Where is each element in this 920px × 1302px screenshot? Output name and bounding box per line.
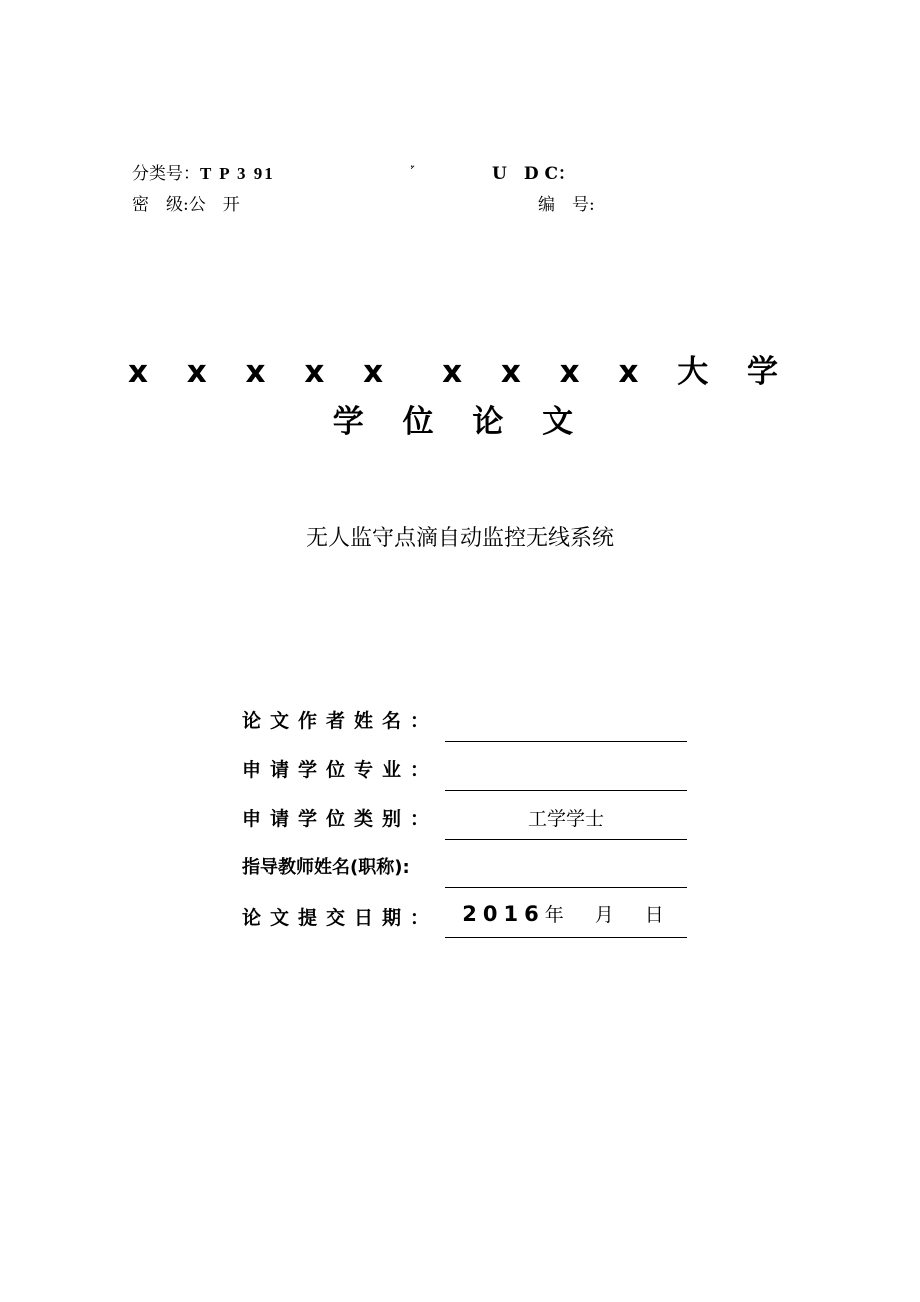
field-major-line: [445, 790, 687, 791]
classification-label: 分类号：: [132, 164, 200, 184]
field-degree-type-line: [445, 839, 687, 840]
school-name: x x x x x x x x x 大 学: [127, 354, 793, 390]
field-degree-type-value: 工学学士: [527, 808, 604, 830]
submission-year-unit: 年: [544, 904, 570, 926]
field-date-label: 论文提交日期：: [242, 907, 439, 929]
number-label: 编 号:: [538, 195, 595, 215]
field-major-label: 申请学位专业：: [242, 759, 439, 781]
secrecy-label: 密 级:: [132, 195, 189, 215]
secrecy-row: [132, 195, 240, 215]
submission-month-unit: 月: [594, 904, 620, 926]
secrecy-value: 公 开: [188, 195, 240, 215]
submission-year: 2016: [462, 902, 545, 926]
field-author-line: [445, 741, 687, 742]
field-author-label: 论文作者姓名：: [242, 710, 439, 732]
field-degree-type-label: 申请学位类别：: [242, 808, 439, 830]
submission-date: [445, 900, 687, 927]
classification-value: T P 3 91: [200, 164, 275, 183]
document-type: 学 位 论 文: [332, 404, 588, 440]
field-date-line: [445, 937, 687, 938]
thesis-title: 无人监守点滴自动监控无线系统: [305, 526, 614, 551]
classification-row: [132, 164, 275, 184]
field-advisor-label: 指导教师姓名(职称):: [242, 857, 410, 878]
submission-day-unit: 日: [644, 904, 670, 926]
udc-label: U D C：: [492, 164, 576, 184]
field-advisor-line: [445, 887, 687, 888]
